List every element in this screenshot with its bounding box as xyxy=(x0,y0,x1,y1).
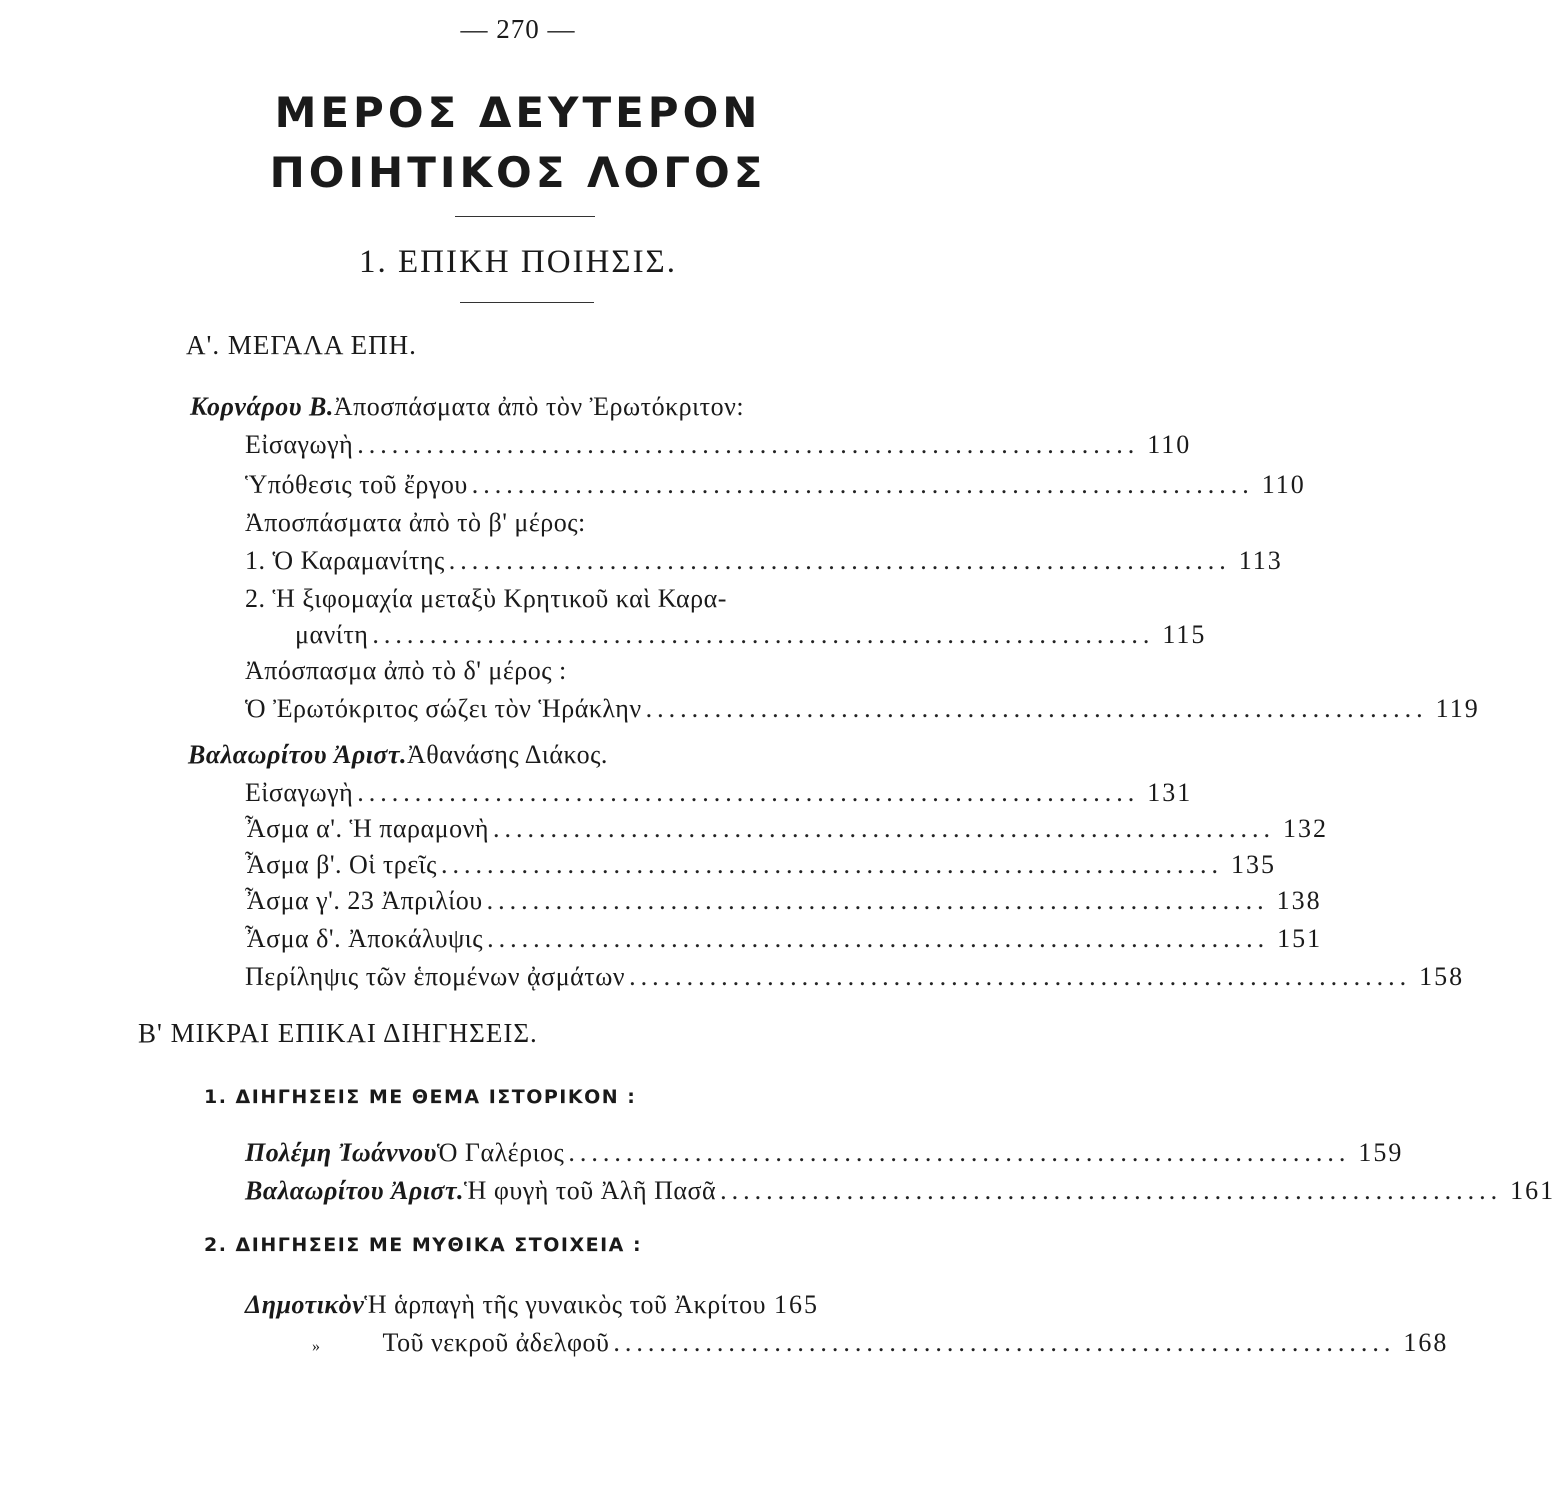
divider-rule xyxy=(455,216,595,217)
dot-leader: .................................................................... xyxy=(357,778,1140,807)
entry-page: 135 xyxy=(1230,850,1276,879)
toc-entry xyxy=(245,850,1276,880)
toc-author-line xyxy=(190,392,890,422)
dot-leader: .................................................................... xyxy=(471,470,1254,499)
entry-title: Εἰσαγωγὴ xyxy=(245,430,354,459)
toc-entry xyxy=(245,470,1306,500)
entry-title: Ἡ φυγὴ τοῦ Ἀλῆ Πασᾶ xyxy=(464,1176,717,1205)
toc-entry xyxy=(245,962,1465,992)
entry-page: 159 xyxy=(1358,1138,1404,1167)
entry-title: Ἡ ἁρπαγὴ τῆς γυναικὸς τοῦ Ἀκρίτου xyxy=(364,1290,766,1319)
author-name: Βαλαωρίτου Ἀριστ. xyxy=(245,1176,464,1205)
part-b-heading: Β' ΜΙΚΡΑΙ ΕΠΙΚΑΙ ΔΙΗΓΗΣΕΙΣ. xyxy=(138,1018,538,1048)
toc-entry xyxy=(312,1328,1449,1358)
entry-title: Εἰσαγωγὴ xyxy=(245,778,354,807)
toc-subheading xyxy=(245,508,905,538)
entry-page: 131 xyxy=(1147,778,1193,807)
entry-title: Ἀπόσπασμα ἀπὸ τὸ δ' μέρος : xyxy=(245,656,567,685)
entry-title: Ἆσμα α'. Ἡ παραμονὴ xyxy=(245,814,489,843)
entry-title: Τοῦ νεκροῦ ἀδελφοῦ xyxy=(382,1328,610,1357)
entry-title: Ἆσμα δ'. Ἀποκάλυψις xyxy=(245,924,484,953)
entry-title: Ὁ Ἐρωτόκριτος σώζει τὸν Ἡράκλην xyxy=(245,694,642,723)
toc-entry xyxy=(245,1176,1555,1206)
toc-entry xyxy=(245,430,1192,460)
entry-title: 1. Ὁ Καραμανίτης xyxy=(245,546,445,575)
dot-leader: .................................................................... xyxy=(357,430,1140,459)
toc-entry xyxy=(245,1138,1404,1168)
toc-entry xyxy=(245,924,1323,954)
subsection-heading: 1. ΔΙΗΓΗΣΕΙΣ ΜΕ ΘΕΜΑ ΙΣΤΟΡΙΚΟΝ : xyxy=(204,1086,637,1108)
entry-page: 165 xyxy=(774,1290,819,1319)
part-heading: ΜΕΡΟΣ ΔΕΥΤΕΡΟΝ xyxy=(274,88,762,137)
section-title: 1. ΕΠΙΚΗ ΠΟΙΗΣΙΣ. xyxy=(358,244,678,280)
author-name: Κορνάρου Β. xyxy=(190,392,334,421)
dot-leader: .................................................................... xyxy=(492,814,1275,843)
entry-title: Ὑπόθεσις τοῦ ἔργου xyxy=(245,470,468,499)
entry-page: 151 xyxy=(1277,924,1323,953)
author-name: Δημοτικὸν xyxy=(245,1290,365,1319)
entry-page: 113 xyxy=(1238,546,1283,575)
page-number: — 270 — xyxy=(460,14,576,44)
toc-entry xyxy=(245,814,1328,844)
toc-subheading xyxy=(245,656,905,686)
toc-entry xyxy=(245,546,1283,576)
entry-title: Ἆσμα γ'. 23 Ἀπριλίου xyxy=(245,886,483,915)
dot-leader: .................................................................... xyxy=(720,1176,1503,1205)
entry-title: 2. Ἡ ξιφομαχία μεταξὺ Κρητικοῦ καὶ Καρα- xyxy=(245,584,727,613)
subsection-heading: 2. ΔΙΗΓΗΣΕΙΣ ΜΕ ΜΥΘΙΚΑ ΣΤΟΙΧΕΙΑ : xyxy=(204,1234,643,1256)
entry-title: Ἀποσπάσματα ἀπὸ τὸ β' μέρος: xyxy=(245,508,586,537)
dot-leader: .................................................................... xyxy=(372,620,1155,649)
dot-leader: .................................................................... xyxy=(613,1328,1396,1357)
entry-page: 119 xyxy=(1435,694,1480,723)
work-title: Ἀθανάσης Διάκος. xyxy=(407,740,608,769)
entry-title: μανίτη xyxy=(295,620,369,649)
entry-page: 138 xyxy=(1276,886,1322,915)
toc-entry xyxy=(245,886,1322,916)
entry-title: Ἆσμα β'. Οἱ τρεῖς xyxy=(245,850,437,879)
entry-page: 158 xyxy=(1419,962,1465,991)
toc-entry xyxy=(295,620,1207,650)
toc-entry xyxy=(245,1290,905,1320)
part-subheading: ΠΟΙΗΤΙΚΟΣ ΛΟΓΟΣ xyxy=(269,148,767,197)
author-name: Βαλαωρίτου Ἀριστ. xyxy=(188,740,407,769)
dot-leader: .................................................................... xyxy=(487,924,1270,953)
toc-author-line xyxy=(188,740,888,770)
entry-page: 132 xyxy=(1282,814,1328,843)
part-a-heading: Α'. ΜΕΓΑΛΑ ΕΠΗ. xyxy=(186,330,417,360)
dot-leader: .................................................................... xyxy=(568,1138,1351,1167)
divider-rule xyxy=(460,302,594,303)
dot-leader: .................................................................... xyxy=(645,694,1428,723)
entry-title: Περίληψις τῶν ἑπομένων ᾀσμάτων xyxy=(245,962,626,991)
ditto-mark: » xyxy=(312,1338,321,1355)
entry-title: Ὁ Γαλέριος xyxy=(436,1138,565,1167)
author-name: Πολέμη Ἰωάννου xyxy=(245,1138,437,1167)
toc-entry xyxy=(245,778,1193,808)
entry-page: 161 xyxy=(1510,1176,1555,1205)
dot-leader: .................................................................... xyxy=(448,546,1231,575)
entry-page: 115 xyxy=(1162,620,1207,649)
toc-entry xyxy=(245,694,1480,724)
entry-page: 168 xyxy=(1403,1328,1449,1357)
entry-page: 110 xyxy=(1147,430,1192,459)
entry-page: 110 xyxy=(1261,470,1306,499)
dot-leader: .................................................................... xyxy=(486,886,1269,915)
work-title: Ἀποσπάσματα ἀπὸ τὸν Ἐρωτόκριτον: xyxy=(333,392,745,421)
dot-leader: .................................................................... xyxy=(629,962,1412,991)
dot-leader: .................................................................... xyxy=(440,850,1223,879)
toc-entry-wrap xyxy=(245,584,905,614)
